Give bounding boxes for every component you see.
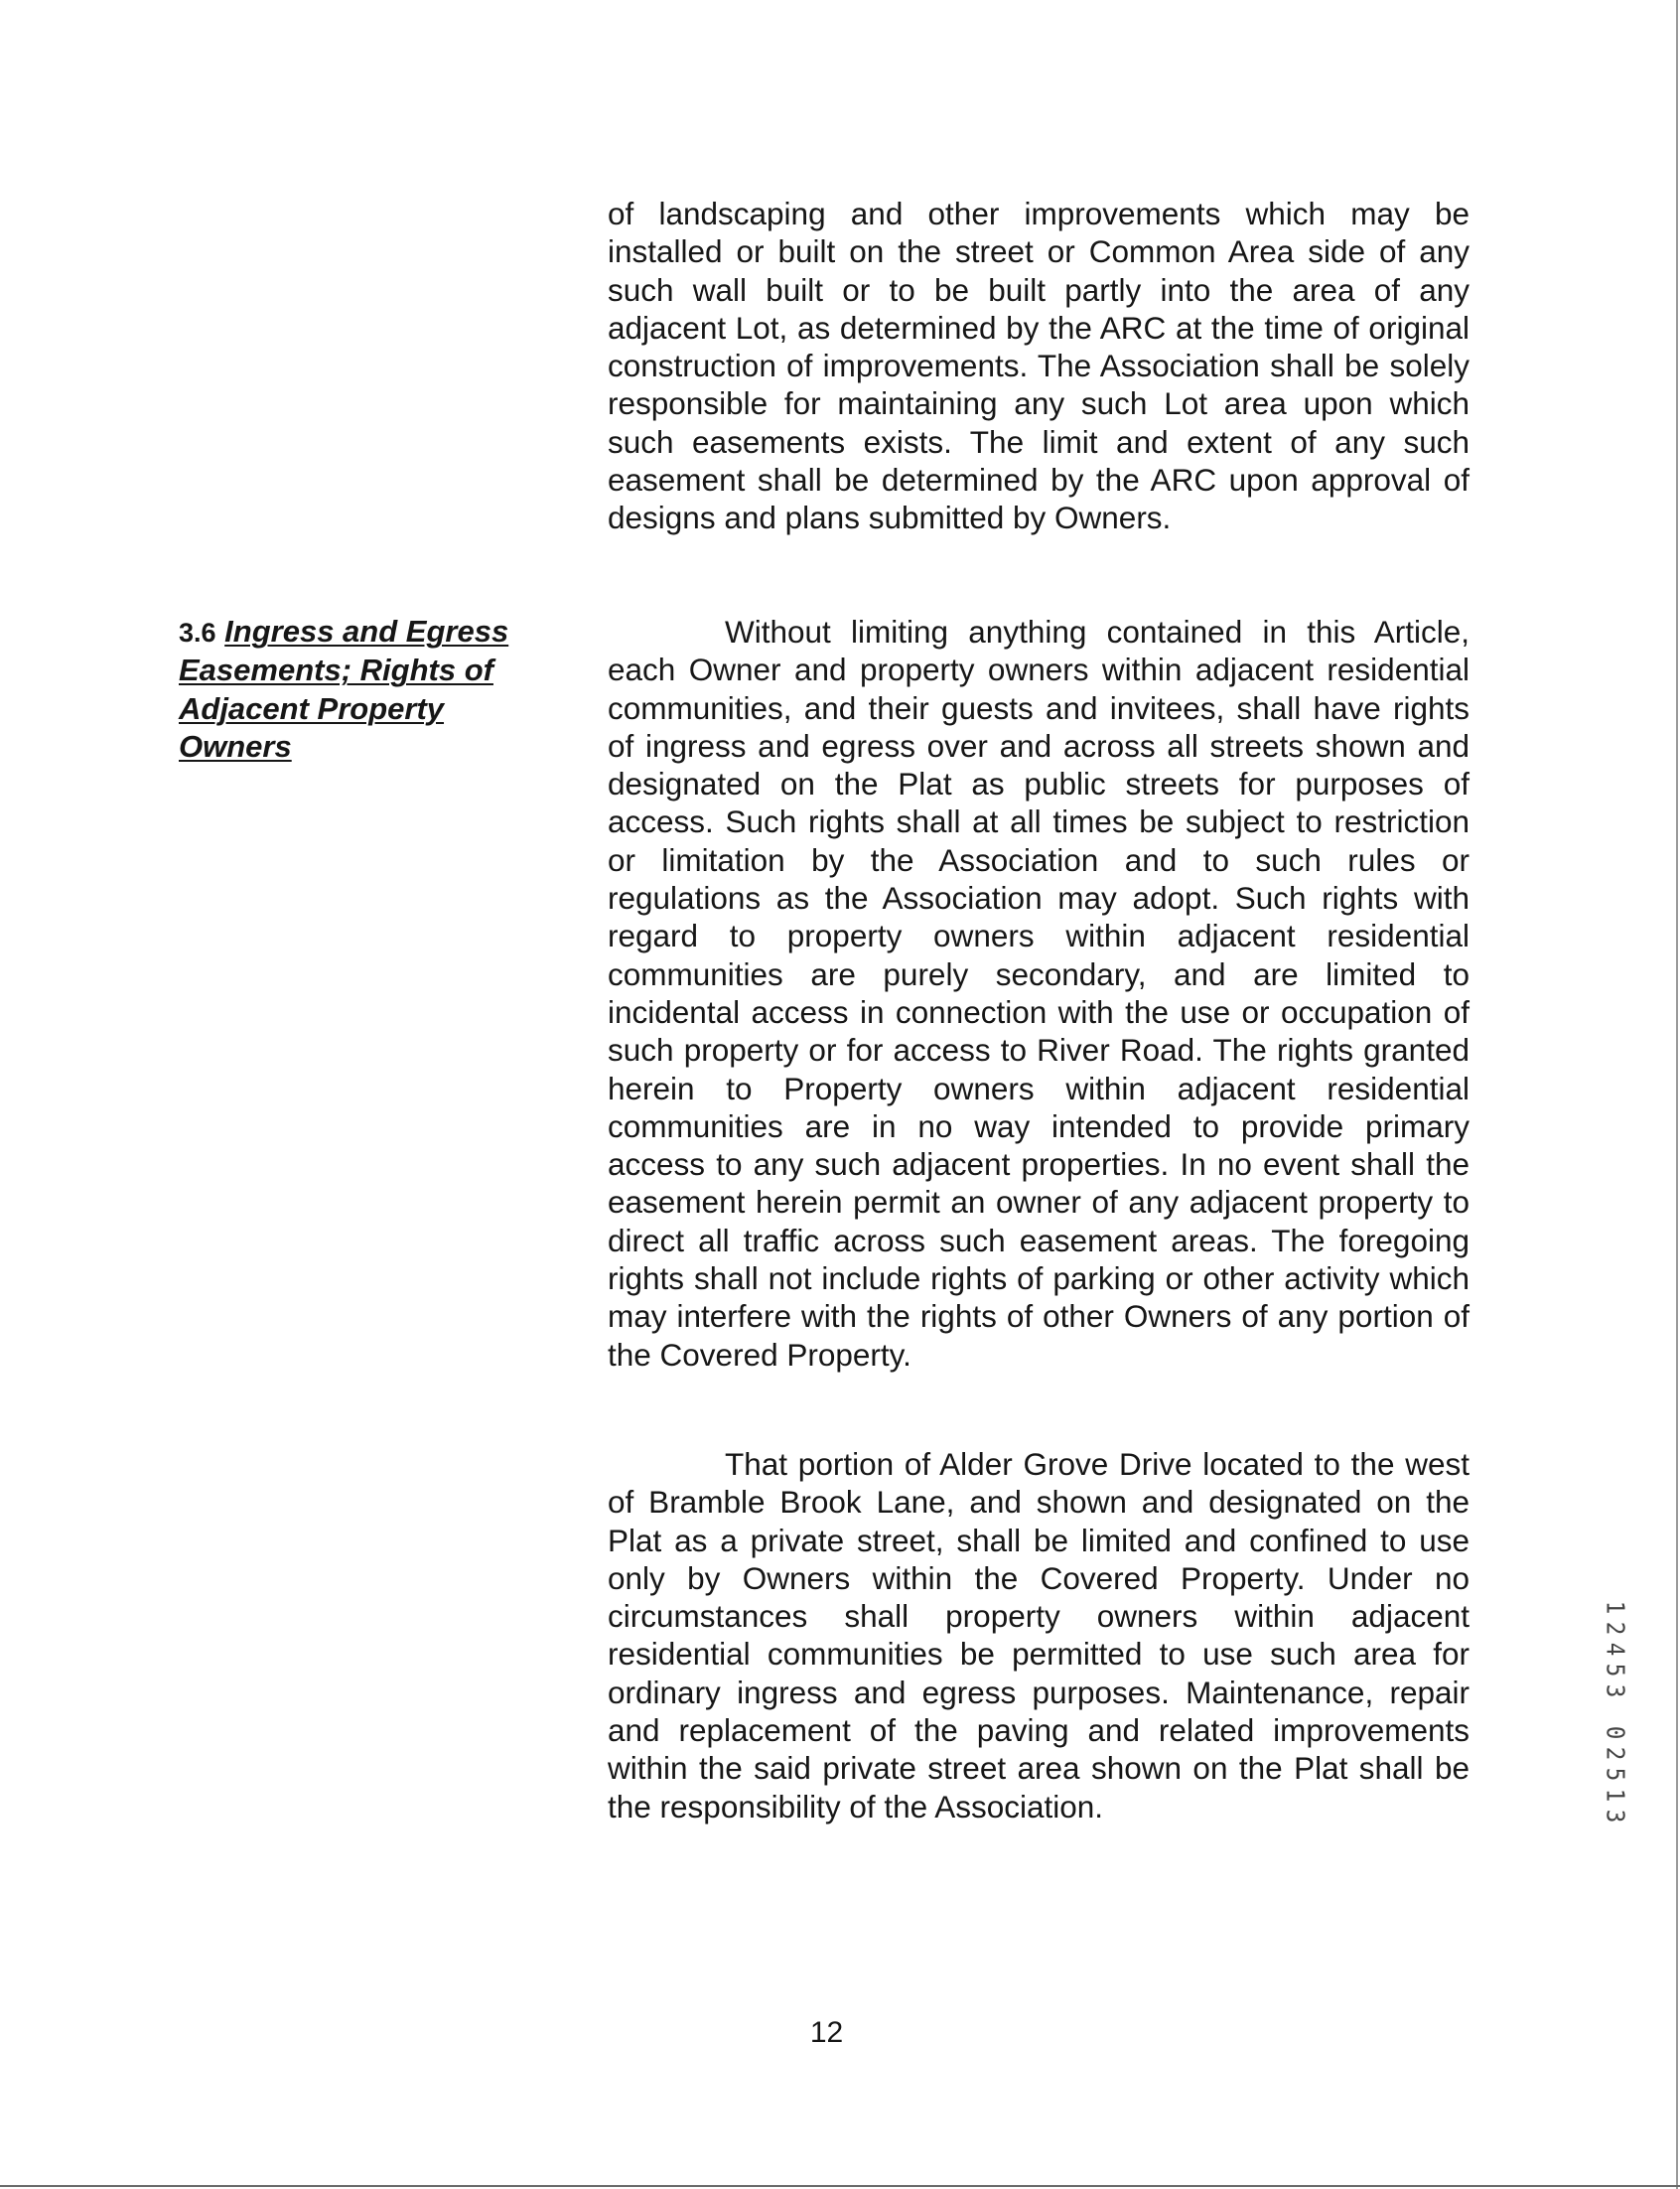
section-heading bbox=[179, 613, 556, 766]
recording-digit: 1 bbox=[1601, 1600, 1630, 1615]
section-paragraph-private-street-text: That portion of Alder Grove Drive located to the west of Bramble Brook Lane, and shown and designated on the Plat as a private street, shall be limited and confined to use only by Owners within the Covered Property. Under no circumstances shall property owners within adjacent residential communities be permitted to use such area for ordinary ingress and egress purposes. Maintenance, repair and replacement of the paving and related improvements within the said private street area shown on the Plat shall be the responsibility of the Association. bbox=[608, 1446, 1470, 1824]
page-number: 12 bbox=[809, 2016, 844, 2049]
section-paragraph-private-street bbox=[608, 1445, 1470, 1825]
recording-number bbox=[1601, 1597, 1630, 1826]
recording-digit: 3 bbox=[1601, 1683, 1630, 1698]
recording-digit: 5 bbox=[1601, 1767, 1630, 1782]
recording-digit: 2 bbox=[1601, 1621, 1630, 1636]
section-paragraph-ingress-text: Without limiting anything contained in this Article, each Owner and property owners within adjacent residential communities, and their guests and invitees, shall have rights of ingress and egress over and across all streets shown and designated on the Plat as public streets for purposes of access. Such rights shall at all times be subject to restriction or limitation by the Association and to such rules or regulations as the Association may adopt. Such rights with regard to property owners within adjacent residential communities are purely secondary, and are limited to incidental access in connection with the use or occupation of such property or for access to River Road. The rights granted herein to Property owners within adjacent residential communities are in no way intended to provide primary access to any such adjacent properties. In no event shall the easement herein permit an owner of any adjacent property to direct all traffic across such easement areas. The foregoing rights shall not include rights of parking or other activity which may interfere with the rights of other Owners of any portion of the Covered Property. bbox=[608, 614, 1470, 1373]
recording-digit: 0 bbox=[1601, 1725, 1630, 1740]
section-paragraph-ingress bbox=[608, 613, 1470, 1374]
recording-digit: 2 bbox=[1601, 1746, 1630, 1761]
recording-digit: 5 bbox=[1601, 1663, 1630, 1678]
recording-number-gap bbox=[1606, 1701, 1625, 1722]
recording-digit: 3 bbox=[1601, 1809, 1630, 1824]
continuation-paragraph: of landscaping and other improvements which may be installed or built on the street or Common Area side of any such wall built or to be built partly into the area of any adjacent Lot, as determined by the ARC at the time of original construction of improvements. The Association shall be solely responsible for maintaining any such Lot area upon which such easements exists. The limit and extent of any such easement shall be determined by the ARC upon approval of designs and plans submitted by Owners. bbox=[608, 196, 1470, 536]
section-title: Ingress and Egress Easements; Rights of Adjacent Property Owners bbox=[179, 614, 509, 764]
recording-digit: 4 bbox=[1601, 1642, 1630, 1657]
section-number: 3.6 bbox=[179, 618, 216, 648]
scan-edge-line-bottom bbox=[0, 2185, 1680, 2187]
scan-edge-line-right bbox=[1676, 0, 1678, 2189]
recording-digit: 1 bbox=[1601, 1788, 1630, 1803]
